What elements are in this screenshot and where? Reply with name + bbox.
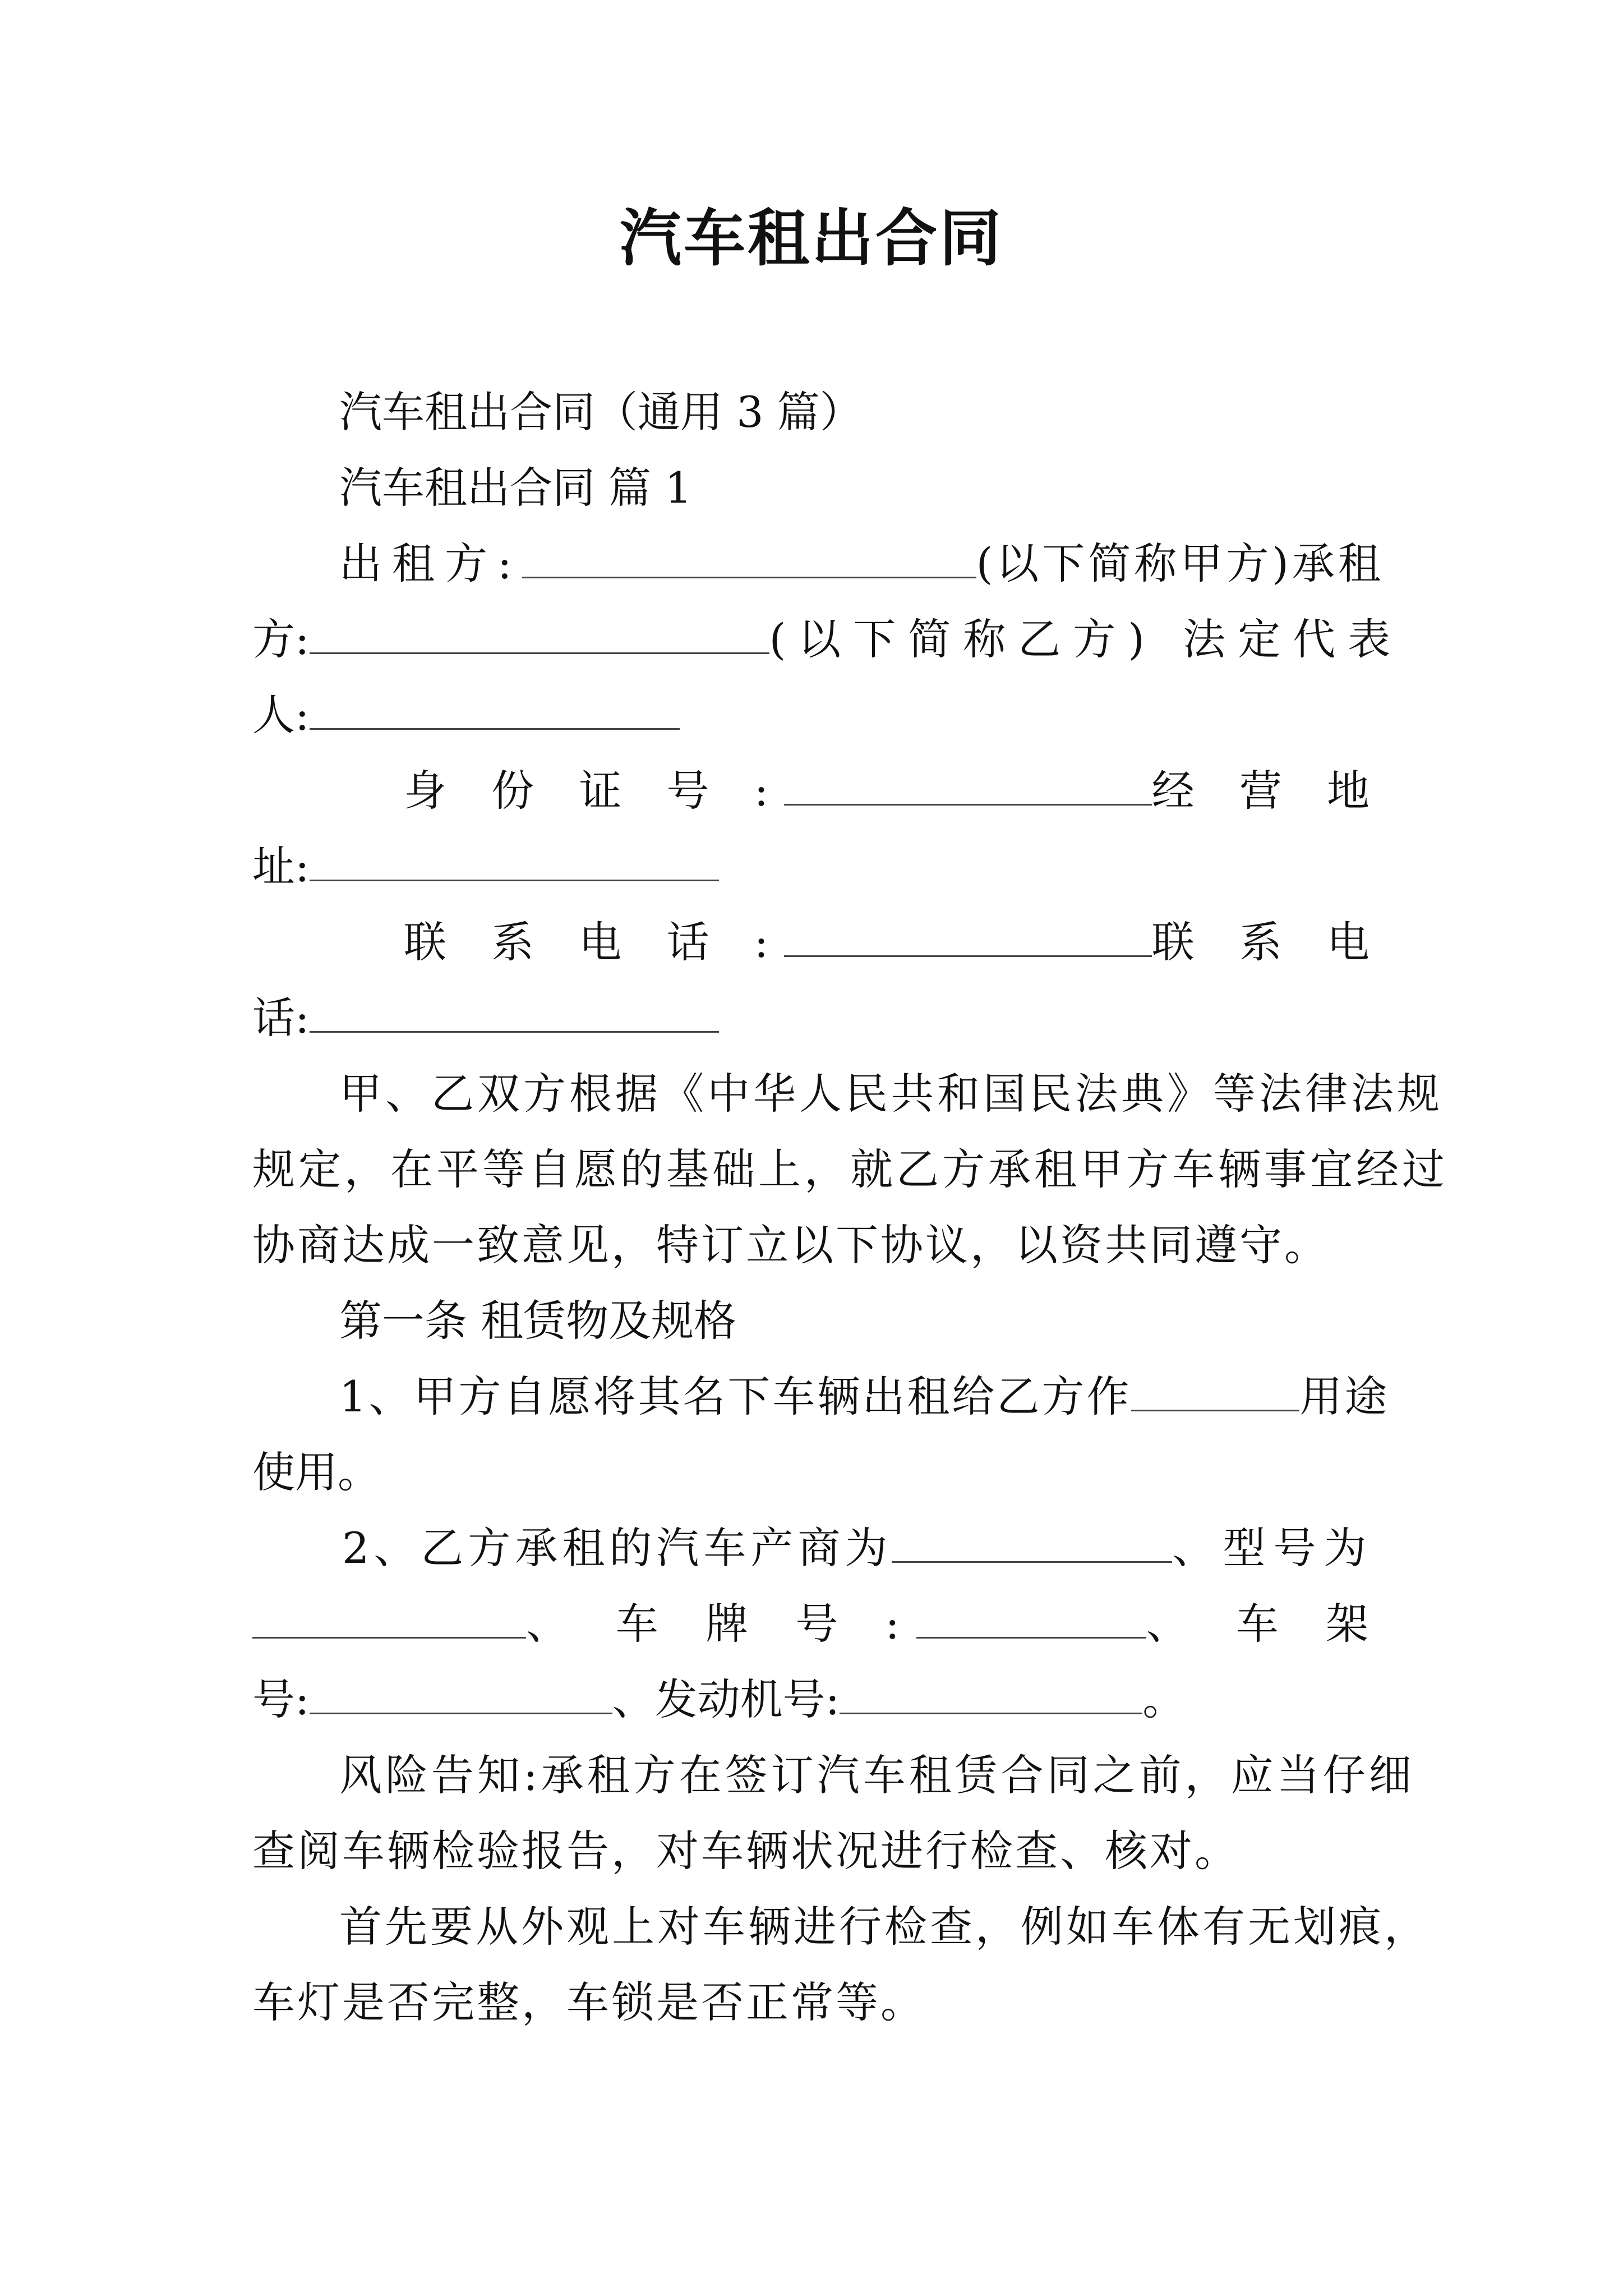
inspect-line-2: 车灯是否完整，车锁是否正常等。 xyxy=(252,1977,925,2027)
lessor-label: 出租方: xyxy=(339,539,522,588)
id-line xyxy=(404,763,1385,819)
frame-label-b: 号: xyxy=(252,1674,310,1724)
rep-line xyxy=(252,687,1385,743)
article1-item2-line3 xyxy=(252,1672,1385,1728)
model-blank[interactable] xyxy=(252,1598,526,1639)
article1-item2 xyxy=(342,1520,1385,1576)
inspect-line-1: 首先要从外观上对车辆进行检查，例如车体有无划痕， xyxy=(339,1902,1430,1952)
lessee-label: 方: xyxy=(252,614,310,664)
risk-line-2: 查阅车辆检验报告，对车辆状况进行检查、核对。 xyxy=(252,1826,1239,1876)
document-title: 汽车租出合同 xyxy=(620,202,1003,274)
phone-label: 联 系 电 话 : xyxy=(404,917,785,967)
id-blank[interactable] xyxy=(784,765,1151,806)
lessee-note: (以下简称乙方) 法定代表 xyxy=(769,614,1403,664)
lessor-note: (以下简称甲方)承租 xyxy=(976,539,1384,588)
item2-end: 。 xyxy=(1142,1674,1186,1724)
maker-blank[interactable] xyxy=(892,1522,1172,1563)
id-label: 身 份 证 号 : xyxy=(404,766,785,816)
lessor-blank[interactable] xyxy=(522,537,976,578)
phone-blank[interactable] xyxy=(784,916,1151,957)
plate-label: 、 车 牌 号 : xyxy=(525,1599,916,1649)
rep-label: 人: xyxy=(252,690,310,740)
phone-line xyxy=(404,914,1385,970)
usage-blank[interactable] xyxy=(1131,1370,1299,1411)
lessee-line xyxy=(252,611,1403,668)
frame-blank[interactable] xyxy=(310,1673,612,1714)
phone2-label: 联 系 电 xyxy=(1151,917,1385,967)
intro-line-2: 规定，在平等自愿的基础上，就乙方承租甲方车辆事宜经过 xyxy=(252,1144,1448,1194)
article1-item2-line2 xyxy=(252,1596,1385,1652)
addr-blank[interactable] xyxy=(310,840,719,881)
subtitle: 汽车租出合同（通用 3 篇） xyxy=(339,387,863,437)
phone2-blank[interactable] xyxy=(310,992,719,1033)
addr-label: 址: xyxy=(252,841,310,891)
phone2-line xyxy=(252,990,1385,1046)
section-heading: 汽车租出合同 篇 1 xyxy=(339,463,692,513)
item2-maker-label: 2、乙方承租的汽车产商为 xyxy=(342,1523,892,1573)
item1-text: 1、甲方自愿将其名下车辆出租给乙方作 xyxy=(339,1372,1132,1421)
addr-line xyxy=(252,839,1385,895)
article1-item1 xyxy=(252,1369,1472,1425)
frame-label: 、 车 架 xyxy=(1146,1599,1385,1649)
article1-item1-cont: 使用。 xyxy=(252,1447,380,1497)
intro-line-1: 甲、乙双方根据《中华人民共和国民法典》等法律法规 xyxy=(339,1069,1443,1119)
article1-heading: 第一条 租赁物及规格 xyxy=(339,1296,737,1346)
item1-usage: 用途 xyxy=(1299,1372,1390,1421)
business-addr-label: 经 营 地 xyxy=(1151,766,1385,816)
engine-label: 、发动机号: xyxy=(612,1674,840,1724)
risk-line-1: 风险告知:承租方在签订汽车租赁合同之前，应当仔细 xyxy=(339,1750,1415,1800)
lessee-blank[interactable] xyxy=(310,613,769,654)
item2-model-label: 、型号为 xyxy=(1172,1523,1375,1573)
rep-blank[interactable] xyxy=(310,689,680,730)
lessor-line xyxy=(252,536,1472,592)
intro-line-3: 协商达成一致意见，特订立以下协议，以资共同遵守。 xyxy=(252,1220,1329,1270)
phone2-label-b: 话: xyxy=(252,993,310,1043)
engine-blank[interactable] xyxy=(840,1673,1142,1714)
plate-blank[interactable] xyxy=(916,1598,1146,1639)
